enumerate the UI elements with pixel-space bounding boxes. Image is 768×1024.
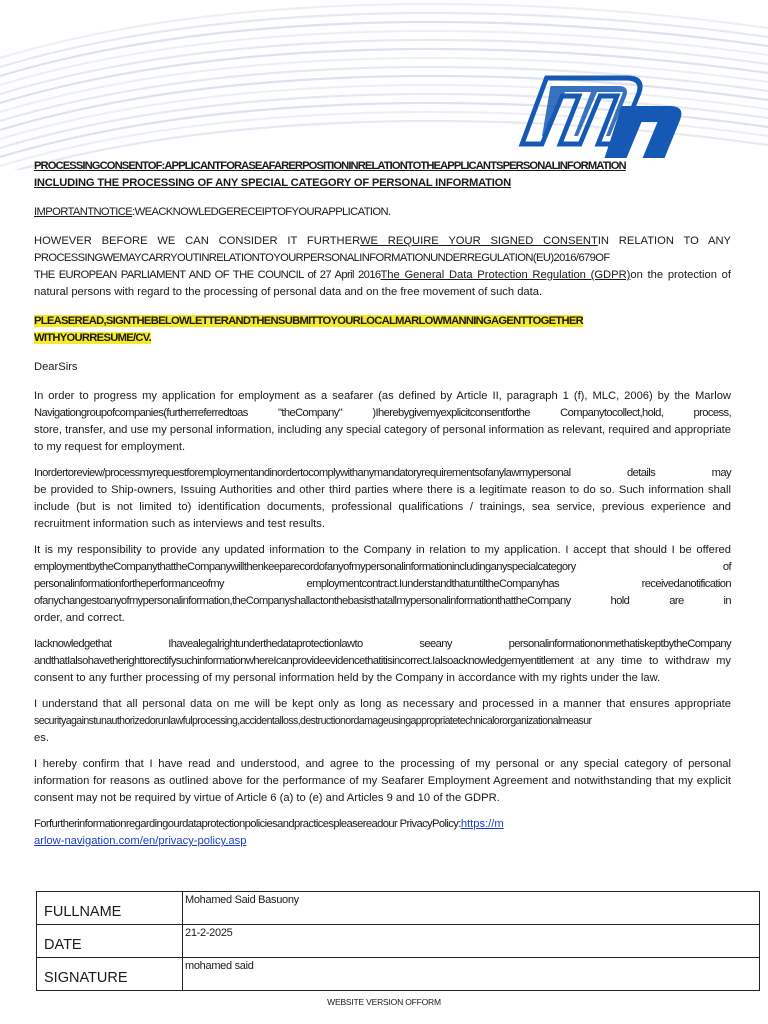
intro-paragraph (34, 233, 731, 301)
p1-line-b: Navigationgroupofcompanies(furtherreferredtoas "theCompany" )Iherebygivemyexplicitconsentforthe Companytocollect,hold, process, (34, 407, 731, 419)
intro-part-1: HOWEVER BEFORE WE CAN CONSIDER IT FURTHER (34, 235, 360, 247)
p1-line-a: In order to progress my application for employment as a seafarer (as defined by Article II, paragraph 1 (f), MLC, 2006) by the Marlow (34, 390, 731, 402)
date-label: DATE (37, 925, 183, 958)
highlight-line-2: WITHYOURRESUME/CV. (34, 332, 151, 344)
gdpr-link[interactable]: The General Data Protection Regulation (GDPR) (380, 269, 631, 281)
marlow-logo (518, 72, 693, 158)
consent-form-table (36, 891, 760, 991)
highlight-line-1: PLEASEREAD,SIGNTHEBELOWLETTERANDTHENSUBMITTOYOURLOCALMARLOWMANNINGAGENTTOGETHER (34, 315, 584, 327)
paragraph-7 (34, 816, 731, 850)
signature-label: SIGNATURE (37, 958, 183, 991)
intro-part-2: IN RELATION TO ANY (597, 235, 731, 247)
fullname-label: FULLNAME (37, 892, 183, 925)
notice-text: :WEACKNOWLEDGERECEIPTOFYOURAPPLICATION. (132, 206, 391, 218)
title-line-1: PROCESSINGCONSENTOF:APPLICANTFORASEAFARERPOSITIONINRELATIONTOTHEAPPLICANTSPERSONALINFORMATION (34, 160, 626, 172)
document-title (34, 158, 731, 192)
table-row (37, 925, 760, 958)
p5-line-a: I understand that all personal data on me will be kept only as long as necessary and processed in a manner that ensures appropriate (34, 698, 731, 710)
footer-version: WEBSITE VERSION OFFORM (327, 997, 441, 1007)
important-notice (34, 204, 731, 221)
intro-line-3-end: on the protection of natural persons with regard to the processing of personal data and on the free movement of such data. (34, 269, 731, 298)
p3-line-c: personalinformationfortheperformanceofmy employmentcontract.IunderstandthatuntiltheCompanyhas receivedanotification (34, 578, 731, 590)
p3-line-d: ofanychangestoanyofmypersonalinformation,theCompanyshallactonthebasisthatallmypersonalinformationthattheCompany hold are in (34, 595, 731, 607)
p4-line-c: at any time to withdraw my consent to any further processing of my personal information held by the Company in accordance with my rights under the law. (34, 655, 732, 684)
p3-line-a: It is my responsibility to provide any updated information to the Company in relation to my application. I accept that should I be offered (34, 544, 731, 556)
privacy-policy-link-cont[interactable]: arlow-navigation.com/en/privacy-policy.asp (34, 835, 247, 847)
p5-line-c: es. (34, 732, 49, 744)
paragraph-6: I hereby confirm that I have read and understood, and agree to the processing of my personal or any special category of personal information for reasons as outlined above for the performance of my Seafarer Employment Agreement and notwithstanding that my explicit consent may not be required by virtue of Article 6 (a) to (e) and Articles 9 and 10 of the GDPR. (34, 758, 731, 804)
p5-line-b: securityagainstunauthorizedorunlawfulprocessing,accidentalloss,destructionordamageusingappropriatetechnicalororganizationalmeasur (34, 715, 592, 727)
highlighted-instruction (34, 313, 731, 347)
p3-line-e: order, and correct. (34, 612, 125, 624)
intro-line-2: PROCESSINGWEMAYCARRYOUTINRELATIONTOYOURPERSONALINFORMATIONUNDERREGULATION(EU)2016/679OF (34, 252, 610, 264)
fullname-field[interactable]: Mohamed Said Basuony (183, 892, 760, 925)
paragraph-1 (34, 388, 731, 456)
title-line-2: INCLUDING THE PROCESSING OF ANY SPECIAL CATEGORY OF PERSONAL INFORMATION (34, 177, 512, 189)
p4-line-b: andthatIalsohavetherighttorectifysuchinformationwhereIcanprovideevidencethatitisincorrect.Ialsoacknowledgemyentitlement (34, 655, 574, 667)
salutation: DearSirs (34, 361, 78, 373)
p2-line-b: be provided to Ship-owners, Issuing Authorities and other third parties where there is a legitimate reason to do so. Such information shall include (but is not limited to) identification documents, professional qualifications / trainings, sea service, previous experience and recruitment information such as interviews and test results. (34, 484, 731, 530)
p3-line-b: employmentbytheCompanythattheCompanywillthenkeeparecordofanyofmypersonalinformationincludinganyspecialcategory of (34, 561, 731, 573)
table-row (37, 958, 760, 991)
notice-label: IMPORTANTNOTICE (34, 206, 133, 218)
consent-letter (34, 158, 731, 859)
paragraph-2 (34, 465, 731, 533)
p2-line-a: Inordertoreview/processmyrequestforemploymentandinordertocomplywithanymandatoryrequirementsofanylawmypersonal details may (34, 467, 731, 479)
p4-line-a: Iacknowledgethat Ihavealegalrightunderthedataprotectionlawto seeany personalinformationonmethatiskeptbytheCompany (34, 638, 731, 650)
signature-field[interactable]: mohamed said (183, 958, 760, 991)
paragraph-5 (34, 696, 731, 747)
paragraph-3 (34, 542, 731, 627)
paragraph-4 (34, 636, 731, 687)
signed-consent-text: WE REQUIRE YOUR SIGNED CONSENT (359, 235, 598, 247)
privacy-policy-text: Forfurtherinformationregardingourdataprotectionpoliciesandpracticespleasereadour PrivacyPolicy: (34, 818, 461, 830)
p1-line-c: store, transfer, and use my personal information, including any special category of personal information as relevant, required and appropriate to my request for employment. (34, 424, 731, 453)
privacy-policy-link[interactable]: https://m (460, 818, 504, 830)
table-row (37, 892, 760, 925)
intro-line-3: THE EUROPEAN PARLIAMENT AND OF THE COUNCIL of 27 April 2016 (34, 269, 381, 281)
date-field[interactable]: 21-2-2025 (183, 925, 760, 958)
